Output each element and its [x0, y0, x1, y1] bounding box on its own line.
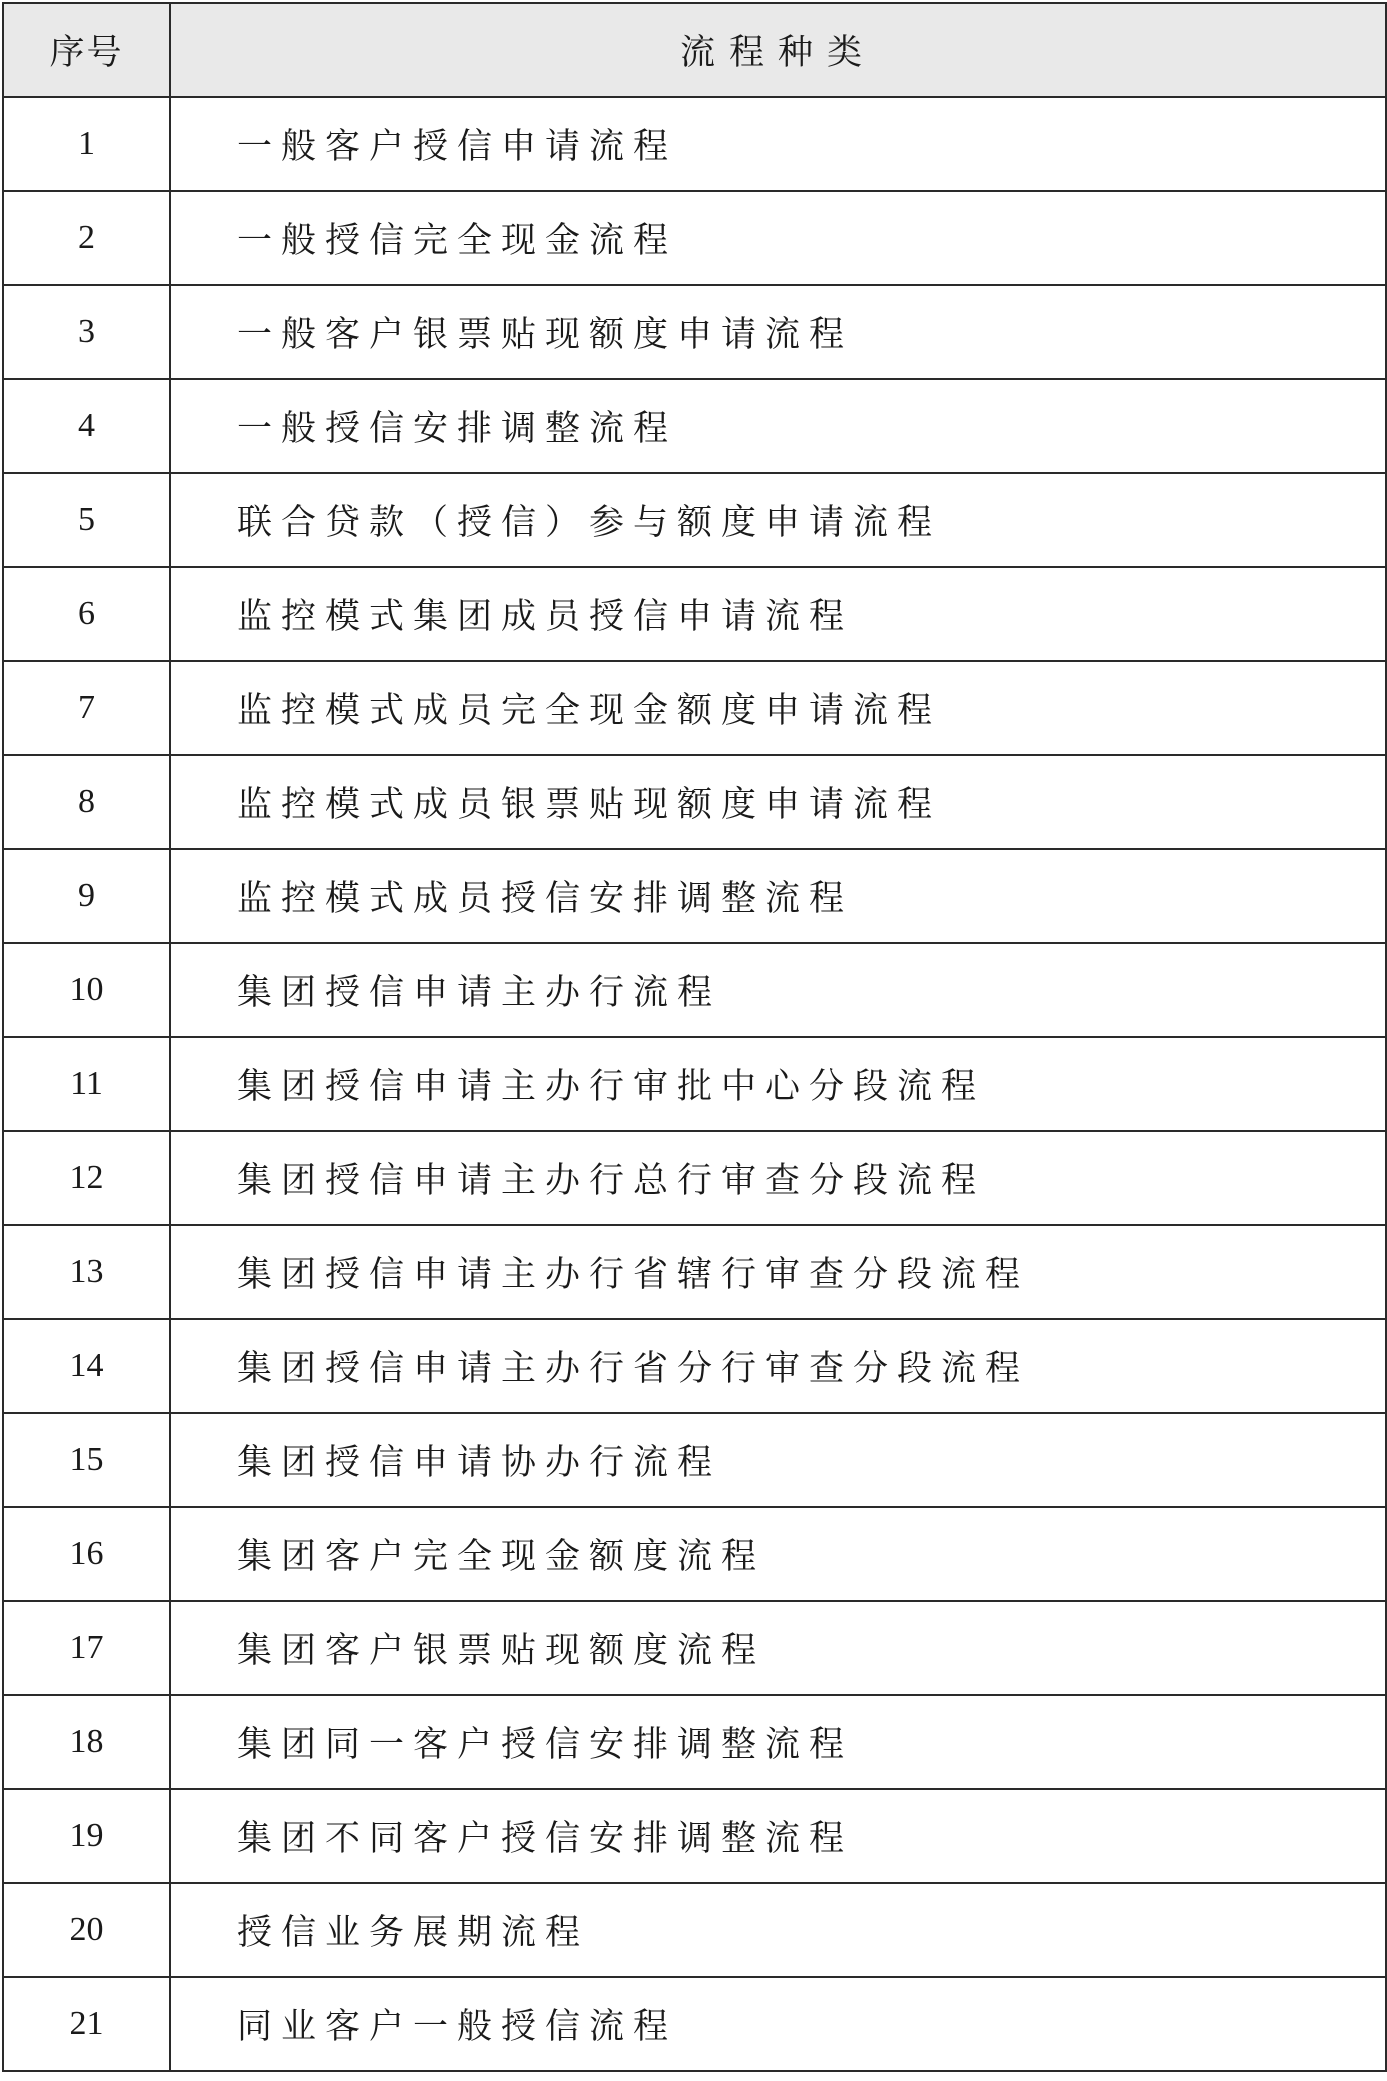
row-process-name: 监控模式成员银票贴现额度申请流程 [170, 755, 1386, 849]
process-table [2, 2, 1387, 2072]
row-process-name: 集团授信申请主办行流程 [170, 943, 1386, 1037]
row-serial-number: 15 [3, 1413, 170, 1507]
process-type-table [2, 2, 1385, 2072]
table-row [3, 755, 1386, 849]
row-process-name: 监控模式成员授信安排调整流程 [170, 849, 1386, 943]
row-serial-number: 1 [3, 97, 170, 191]
table-row [3, 1977, 1386, 2071]
row-process-name: 监控模式成员完全现金额度申请流程 [170, 661, 1386, 755]
row-serial-number: 18 [3, 1695, 170, 1789]
header-row [3, 3, 1386, 97]
row-serial-number: 7 [3, 661, 170, 755]
table-row [3, 1225, 1386, 1319]
row-process-name: 一般授信完全现金流程 [170, 191, 1386, 285]
row-serial-number: 21 [3, 1977, 170, 2071]
row-serial-number: 8 [3, 755, 170, 849]
row-process-name: 联合贷款（授信）参与额度申请流程 [170, 473, 1386, 567]
table-row [3, 1319, 1386, 1413]
table-row [3, 1789, 1386, 1883]
table-row [3, 1037, 1386, 1131]
table-row [3, 97, 1386, 191]
row-serial-number: 10 [3, 943, 170, 1037]
row-serial-number: 20 [3, 1883, 170, 1977]
row-serial-number: 2 [3, 191, 170, 285]
row-process-name: 一般客户银票贴现额度申请流程 [170, 285, 1386, 379]
table-row [3, 1695, 1386, 1789]
row-process-name: 授信业务展期流程 [170, 1883, 1386, 1977]
table-row [3, 943, 1386, 1037]
table-row [3, 285, 1386, 379]
row-serial-number: 4 [3, 379, 170, 473]
row-serial-number: 9 [3, 849, 170, 943]
row-process-name: 集团客户银票贴现额度流程 [170, 1601, 1386, 1695]
row-serial-number: 14 [3, 1319, 170, 1413]
table-row [3, 473, 1386, 567]
table-row [3, 191, 1386, 285]
row-serial-number: 11 [3, 1037, 170, 1131]
table-row [3, 379, 1386, 473]
table-row [3, 1413, 1386, 1507]
row-process-name: 集团授信申请主办行省分行审查分段流程 [170, 1319, 1386, 1413]
row-serial-number: 19 [3, 1789, 170, 1883]
table-row [3, 1507, 1386, 1601]
row-process-name: 集团授信申请主办行省辖行审查分段流程 [170, 1225, 1386, 1319]
row-process-name: 集团不同客户授信安排调整流程 [170, 1789, 1386, 1883]
table-row [3, 1131, 1386, 1225]
row-serial-number: 13 [3, 1225, 170, 1319]
row-process-name: 集团客户完全现金额度流程 [170, 1507, 1386, 1601]
header-serial-number: 序号 [3, 3, 170, 97]
row-process-name: 集团同一客户授信安排调整流程 [170, 1695, 1386, 1789]
row-serial-number: 16 [3, 1507, 170, 1601]
table-row [3, 1883, 1386, 1977]
table-row [3, 661, 1386, 755]
row-process-name: 监控模式集团成员授信申请流程 [170, 567, 1386, 661]
row-serial-number: 3 [3, 285, 170, 379]
table-body [3, 97, 1386, 2071]
header-process-type: 流程种类 [170, 3, 1386, 97]
table-row [3, 1601, 1386, 1695]
row-serial-number: 12 [3, 1131, 170, 1225]
row-process-name: 同业客户一般授信流程 [170, 1977, 1386, 2071]
row-serial-number: 6 [3, 567, 170, 661]
row-process-name: 集团授信申请主办行总行审查分段流程 [170, 1131, 1386, 1225]
table-header [3, 3, 1386, 97]
row-serial-number: 17 [3, 1601, 170, 1695]
row-process-name: 集团授信申请主办行审批中心分段流程 [170, 1037, 1386, 1131]
table-row [3, 567, 1386, 661]
row-serial-number: 5 [3, 473, 170, 567]
row-process-name: 集团授信申请协办行流程 [170, 1413, 1386, 1507]
row-process-name: 一般客户授信申请流程 [170, 97, 1386, 191]
table-row [3, 849, 1386, 943]
row-process-name: 一般授信安排调整流程 [170, 379, 1386, 473]
